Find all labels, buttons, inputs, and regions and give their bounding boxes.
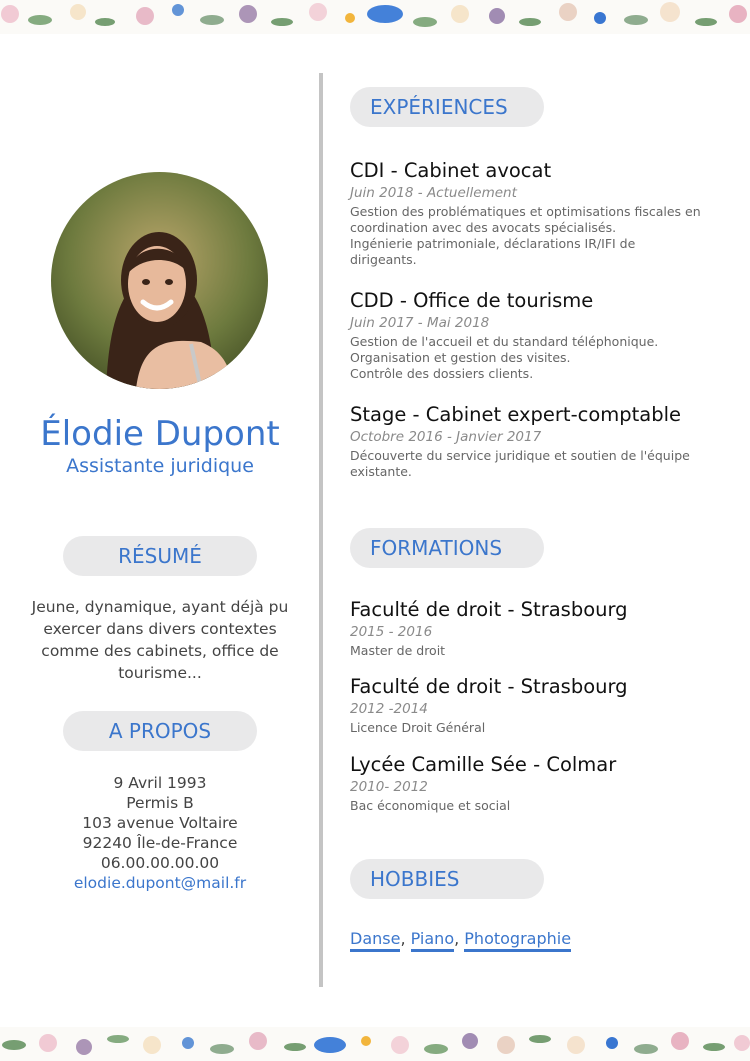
description-line: Découverte du service juridique et soutien de l'équipe <box>350 448 690 463</box>
formation-dates: 2015 - 2016 <box>350 624 433 640</box>
experience-title: Stage - Cabinet expert-comptable <box>350 403 682 426</box>
section-title-experiences: EXPÉRIENCES <box>370 95 508 119</box>
summary-text: Jeune, dynamique, ayant déjà pu exercer dans divers contextes comme des cabinets, office de tourisme... <box>31 598 289 682</box>
profile-photo <box>51 172 268 389</box>
floral-border-bottom <box>0 1027 750 1061</box>
section-title-about: A PROPOS <box>108 719 212 743</box>
floral-pattern-icon <box>0 0 750 34</box>
experience-dates: Juin 2017 - Mai 2018 <box>350 315 490 331</box>
description-line: Contrôle des dossiers clients. <box>350 366 534 381</box>
formation-title: Lycée Camille Sée - Colmar <box>350 753 617 776</box>
section-title-formations: FORMATIONS <box>370 536 503 560</box>
section-pill-about <box>63 711 257 751</box>
description-line: coordination avec des avocats spécialisés. <box>350 220 617 235</box>
formation-title: Faculté de droit - Strasbourg <box>350 598 628 621</box>
hobbies-list <box>350 928 571 950</box>
formation-dates: 2012 -2014 <box>350 701 428 717</box>
hobby-link[interactable]: Photographie <box>464 929 571 952</box>
floral-pattern-icon <box>0 1027 750 1061</box>
portrait-icon <box>51 172 268 389</box>
description-line: Ingénierie patrimoniale, déclarations IR/IFI de <box>350 236 636 251</box>
experience-description <box>350 448 720 480</box>
experience-description <box>350 204 720 268</box>
formation-item <box>350 597 720 659</box>
section-pill-formations <box>350 528 544 568</box>
formation-description: Bac économique et social <box>350 798 511 813</box>
formation-title: Faculté de droit - Strasbourg <box>350 675 628 698</box>
formation-description: Master de droit <box>350 643 446 658</box>
experience-title: CDI - Cabinet avocat <box>350 159 552 182</box>
profile-name: Élodie Dupont <box>40 414 280 454</box>
about-email-link[interactable]: elodie.dupont@mail.fr <box>73 874 247 892</box>
about-city: 92240 Île-de-France <box>82 834 238 852</box>
experience-title: CDD - Office de tourisme <box>350 289 594 312</box>
hobby-link[interactable]: Piano <box>411 929 454 952</box>
hobby-link[interactable]: Danse <box>350 929 400 952</box>
profile-job-title: Assistante juridique <box>66 455 254 477</box>
description-line: Gestion de l'accueil et du standard téléphonique. <box>350 334 659 349</box>
section-title-hobbies: HOBBIES <box>370 867 460 891</box>
description-line: existante. <box>350 464 412 479</box>
section-pill-hobbies <box>350 859 544 899</box>
about-street: 103 avenue Voltaire <box>82 814 238 832</box>
section-pill-resume <box>63 536 257 576</box>
formation-item <box>350 674 720 736</box>
experience-item <box>350 158 720 268</box>
about-birthdate: 9 Avril 1993 <box>113 774 207 792</box>
experience-description <box>350 334 720 382</box>
floral-border-top <box>0 0 750 34</box>
hobby-separator: , <box>400 929 411 948</box>
section-title-resume: RÉSUMÉ <box>118 544 202 568</box>
hobby-separator: , <box>454 929 465 948</box>
experience-item <box>350 288 720 382</box>
formation-dates: 2010- 2012 <box>350 779 428 795</box>
description-line: dirigeants. <box>350 252 417 267</box>
experience-dates: Juin 2018 - Actuellement <box>350 185 517 201</box>
formation-item <box>350 752 720 814</box>
experience-dates: Octobre 2016 - Janvier 2017 <box>350 429 542 445</box>
description-line: Gestion des problématiques et optimisations fiscales en <box>350 204 701 219</box>
formation-description: Licence Droit Général <box>350 720 486 735</box>
experience-item <box>350 402 720 480</box>
about-phone: 06.00.00.00.00 <box>100 854 220 872</box>
about-details <box>0 773 320 893</box>
about-license: Permis B <box>126 794 194 812</box>
description-line: Organisation et gestion des visites. <box>350 350 571 365</box>
section-pill-experiences <box>350 87 544 127</box>
